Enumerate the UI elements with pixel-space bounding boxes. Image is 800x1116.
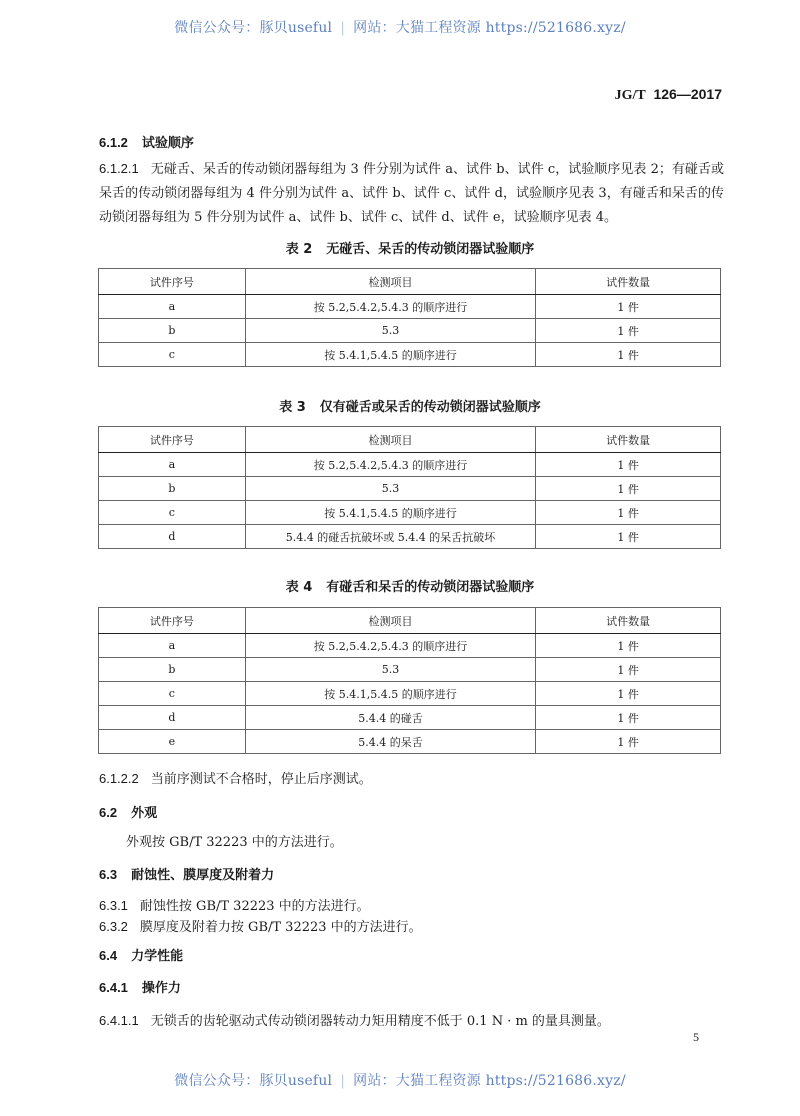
table-header-row xyxy=(99,427,721,453)
section-number: 6.3.1 xyxy=(99,898,128,913)
cell-test-item: 按 5.2,5.4.2,5.4.3 的顺序进行 xyxy=(245,634,536,658)
section-title: 耐蚀性、膜厚度及附着力 xyxy=(131,868,275,883)
cell-specimen: b xyxy=(99,319,246,343)
cell-quantity: 1 件 xyxy=(536,682,721,706)
table-row xyxy=(99,295,721,319)
watermark-bottom xyxy=(0,1070,800,1090)
watermark-website: 网站：大猫工程资源 https://521686.xyz/ xyxy=(353,20,626,36)
section-number: 6.4 xyxy=(99,948,118,963)
watermark-top xyxy=(0,17,800,37)
table-row xyxy=(99,343,721,367)
table-3-caption xyxy=(99,396,721,415)
table-row xyxy=(99,706,721,730)
table-row xyxy=(99,501,721,525)
table-label: 表 4 xyxy=(285,580,313,595)
paragraph-text: 当前序测试不合格时，停止后序测试。 xyxy=(150,772,372,787)
column-header-quantity: 试件数量 xyxy=(536,427,721,453)
section-title: 试验顺序 xyxy=(141,136,194,151)
standard-code-number: 126—2017 xyxy=(653,86,722,102)
cell-specimen: a xyxy=(99,295,246,319)
cell-quantity: 1 件 xyxy=(536,525,721,549)
table-row xyxy=(99,658,721,682)
cell-quantity: 1 件 xyxy=(536,658,721,682)
table-row xyxy=(99,477,721,501)
section-6-3-2-paragraph xyxy=(99,915,724,940)
section-6-1-2-heading xyxy=(99,131,724,156)
cell-quantity: 1 件 xyxy=(536,295,721,319)
table-header-row xyxy=(99,608,721,634)
section-6-3-heading xyxy=(99,863,724,888)
paragraph-text: 无碰舌、呆舌的传动锁闭器每组为 3 件分别为试件 a、试件 b、试件 c，试验顺序见表 2；有碰舌或呆舌的传动锁闭器每组为 4 件分别为试件 a、试件 b、试件 c、试件 d，试验顺序见表 3，有碰舌和呆舌的传动锁闭器每组为 5 件分别为试件 a、试件 b、试件 c、试件 d、试件 e，试验顺序见表 4。 xyxy=(99,162,724,225)
section-6-4-1-heading xyxy=(99,976,724,1001)
section-number: 6.1.2.1 xyxy=(99,161,139,176)
watermark-wechat: 微信公众号：豚贝useful xyxy=(174,20,333,36)
cell-quantity: 1 件 xyxy=(536,634,721,658)
cell-test-item: 按 5.4.1,5.4.5 的顺序进行 xyxy=(245,343,536,367)
section-title: 外观 xyxy=(131,806,158,821)
cell-specimen: b xyxy=(99,477,246,501)
table-4-caption xyxy=(99,576,721,595)
table-row xyxy=(99,525,721,549)
column-header-test-item: 检测项目 xyxy=(245,608,536,634)
section-number: 6.4.1.1 xyxy=(99,1013,139,1028)
watermark-separator: | xyxy=(340,20,346,36)
section-number: 6.3.2 xyxy=(99,919,128,934)
cell-specimen: e xyxy=(99,730,246,754)
watermark-wechat: 微信公众号：豚贝useful xyxy=(174,1073,333,1089)
table-label: 表 2 xyxy=(285,242,313,257)
section-title: 力学性能 xyxy=(131,949,184,964)
table-row xyxy=(99,453,721,477)
cell-test-item: 5.3 xyxy=(245,477,536,501)
cell-test-item: 按 5.2,5.4.2,5.4.3 的顺序进行 xyxy=(245,453,536,477)
cell-test-item: 5.3 xyxy=(245,319,536,343)
column-header-specimen-no: 试件序号 xyxy=(99,608,246,634)
cell-specimen: a xyxy=(99,453,246,477)
table-2-caption xyxy=(99,238,721,257)
column-header-quantity: 试件数量 xyxy=(536,608,721,634)
table-row xyxy=(99,730,721,754)
paragraph-text: 耐蚀性按 GB/T 32223 中的方法进行。 xyxy=(139,899,370,914)
section-6-4-1-1-paragraph xyxy=(99,1009,724,1034)
watermark-separator: | xyxy=(340,1073,346,1089)
cell-quantity: 1 件 xyxy=(536,453,721,477)
section-title: 操作力 xyxy=(141,981,181,996)
paragraph-text: 无锁舌的齿轮驱动式传动锁闭器转动力矩用精度不低于 0.1 N · m 的量具测量。 xyxy=(150,1014,610,1029)
cell-quantity: 1 件 xyxy=(536,477,721,501)
section-6-2-paragraph xyxy=(126,831,751,855)
cell-specimen: d xyxy=(99,706,246,730)
cell-specimen: c xyxy=(99,501,246,525)
cell-specimen: c xyxy=(99,343,246,367)
page-number: 5 xyxy=(693,1030,699,1044)
column-header-test-item: 检测项目 xyxy=(245,269,536,295)
cell-specimen: b xyxy=(99,658,246,682)
table-row xyxy=(99,634,721,658)
column-header-test-item: 检测项目 xyxy=(245,427,536,453)
table-title: 有碰舌和呆舌的传动锁闭器试验顺序 xyxy=(326,580,535,595)
section-6-4-heading xyxy=(99,944,724,969)
cell-test-item: 5.4.4 的碰舌抗破坏或 5.4.4 的呆舌抗破坏 xyxy=(245,525,536,549)
standard-code-prefix: JG/T xyxy=(614,88,646,103)
section-6-1-2-1-paragraph xyxy=(99,157,724,230)
section-6-1-2-2-paragraph xyxy=(99,767,724,792)
table-header-row xyxy=(99,269,721,295)
cell-specimen: c xyxy=(99,682,246,706)
table-row xyxy=(99,319,721,343)
cell-test-item: 5.4.4 的呆舌 xyxy=(245,730,536,754)
table-title: 无碰舌、呆舌的传动锁闭器试验顺序 xyxy=(326,242,535,257)
cell-test-item: 5.3 xyxy=(245,658,536,682)
section-number: 6.1.2 xyxy=(99,135,128,150)
table-4 xyxy=(98,607,721,754)
cell-quantity: 1 件 xyxy=(536,319,721,343)
section-number: 6.4.1 xyxy=(99,980,128,995)
table-label: 表 3 xyxy=(279,400,306,415)
cell-quantity: 1 件 xyxy=(536,501,721,525)
cell-test-item: 按 5.2,5.4.2,5.4.3 的顺序进行 xyxy=(245,295,536,319)
standard-code xyxy=(615,86,722,104)
table-2 xyxy=(98,268,721,367)
section-number: 6.3 xyxy=(99,867,118,882)
column-header-specimen-no: 试件序号 xyxy=(99,427,246,453)
watermark-website: 网站：大猫工程资源 https://521686.xyz/ xyxy=(353,1073,626,1089)
cell-specimen: d xyxy=(99,525,246,549)
table-3 xyxy=(98,426,721,549)
cell-test-item: 按 5.4.1,5.4.5 的顺序进行 xyxy=(245,501,536,525)
cell-quantity: 1 件 xyxy=(536,706,721,730)
cell-quantity: 1 件 xyxy=(536,343,721,367)
section-number: 6.1.2.2 xyxy=(99,771,139,786)
cell-test-item: 按 5.4.1,5.4.5 的顺序进行 xyxy=(245,682,536,706)
cell-specimen: a xyxy=(99,634,246,658)
section-number: 6.2 xyxy=(99,805,118,820)
cell-quantity: 1 件 xyxy=(536,730,721,754)
paragraph-text: 外观按 GB/T 32223 中的方法进行。 xyxy=(126,835,343,850)
table-title: 仅有碰舌或呆舌的传动锁闭器试验顺序 xyxy=(319,400,541,415)
paragraph-text: 膜厚度及附着力按 GB/T 32223 中的方法进行。 xyxy=(139,920,422,935)
column-header-quantity: 试件数量 xyxy=(536,269,721,295)
table-row xyxy=(99,682,721,706)
cell-test-item: 5.4.4 的碰舌 xyxy=(245,706,536,730)
section-6-2-heading xyxy=(99,801,724,826)
column-header-specimen-no: 试件序号 xyxy=(99,269,246,295)
